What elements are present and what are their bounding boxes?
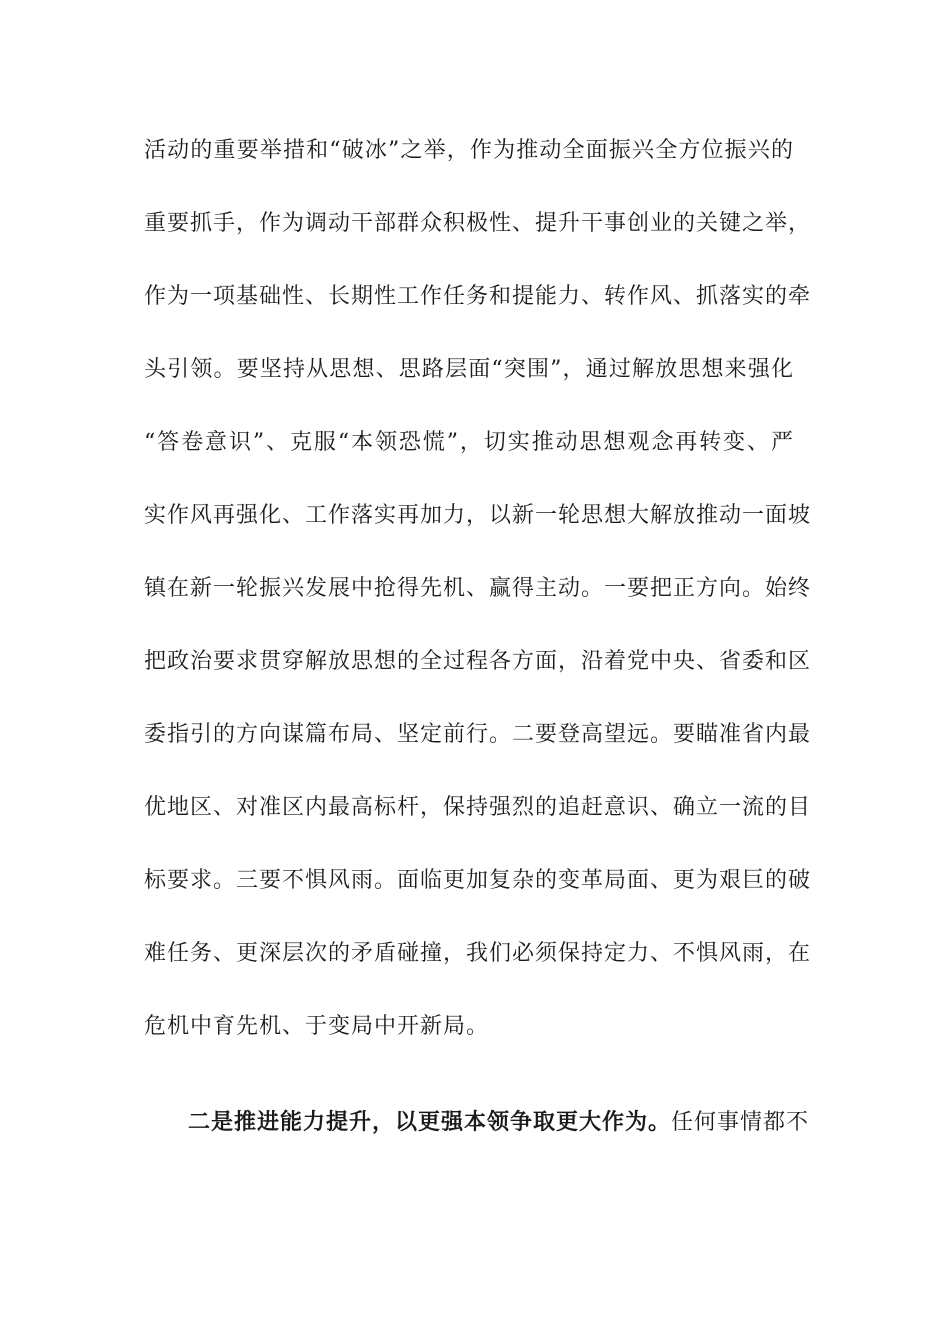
paragraph-line: 活动的重要举措和“破冰”之举，作为推动全面振兴全方位振兴的 xyxy=(144,138,794,163)
paragraph-line: 优地区、对准区内最高标杆，保持强烈的追赶意识、确立一流的目 xyxy=(144,795,812,820)
section-text: 任何事情都不 xyxy=(671,1110,810,1135)
paragraph-line: 委指引的方向谋篇布局、坚定前行。二要登高望远。要瞄准省内最 xyxy=(144,722,812,747)
paragraph-line: 作为一项基础性、长期性工作任务和提能力、转作风、抓落实的牵 xyxy=(144,284,812,309)
paragraph-spacer xyxy=(144,1077,794,1099)
paragraph-line: 危机中育先机、于变局中开新局。 xyxy=(144,1014,490,1039)
paragraph-line: 实作风再强化、工作落实再加力，以新一轮思想大解放推动一面坡 xyxy=(144,503,812,528)
paragraph-line: 标要求。三要不惧风雨。面临更加复杂的变革局面、更为艰巨的破 xyxy=(144,868,812,893)
paragraph-line: 重要抓手，作为调动干部群众积极性、提升干事创业的关键之举， xyxy=(144,211,812,236)
paragraph-line: 头引领。要坚持从思想、思路层面“突围”，通过解放思想来强化 xyxy=(144,357,794,382)
paragraph-line: 把政治要求贯穿解放思想的全过程各方面，沿着党中央、省委和区 xyxy=(144,649,812,674)
paragraph-line: 镇在新一轮振兴发展中抢得先机、赢得主动。一要把正方向。始终 xyxy=(144,576,812,601)
section-heading-line xyxy=(144,1099,810,1172)
document-body xyxy=(144,128,812,1172)
section-heading: 二是推进能力提升，以更强本领争取更大作为。 xyxy=(188,1109,672,1135)
paragraph-line: 难任务、更深层次的矛盾碰撞，我们必须保持定力、不惧风雨，在 xyxy=(144,941,812,966)
paragraph-line: “答卷意识”、克服“本领恐慌”，切实推动思想观念再转变、严 xyxy=(144,430,794,455)
